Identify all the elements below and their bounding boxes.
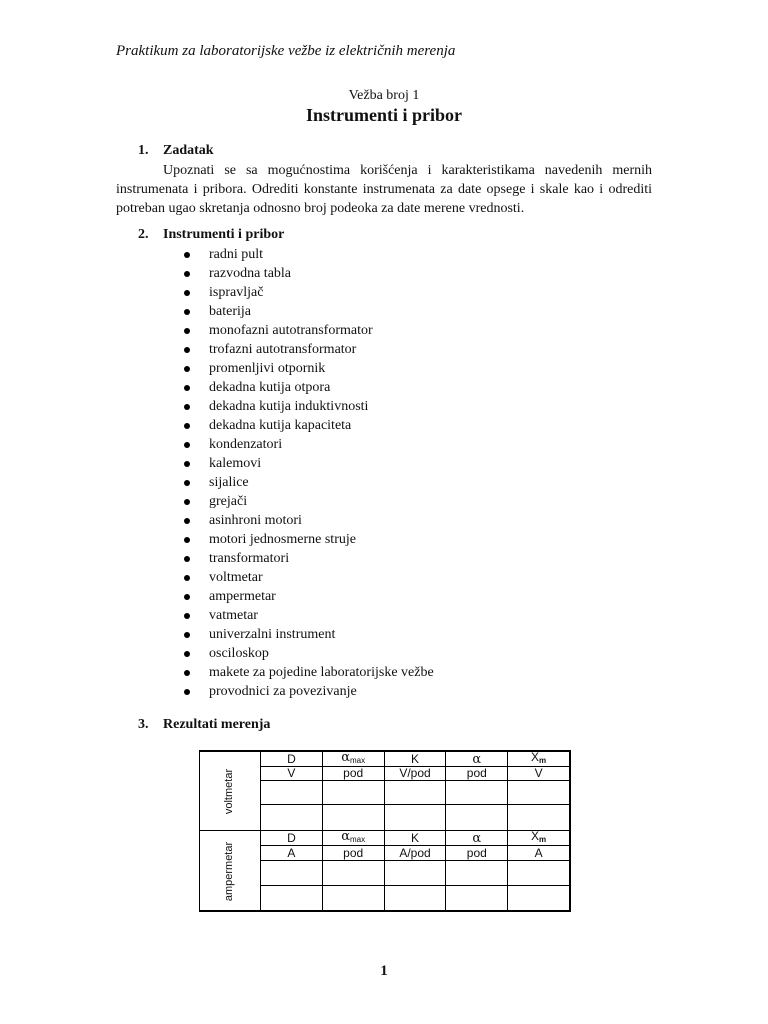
- table-cell: [322, 886, 384, 911]
- list-item: osciloskop: [180, 644, 434, 663]
- table-cell: [446, 861, 508, 886]
- bullet-icon: [184, 252, 190, 258]
- table-cell: [261, 861, 323, 886]
- table-cell: [384, 805, 446, 831]
- table-cell: [446, 886, 508, 911]
- bullet-icon: [184, 480, 190, 486]
- bullet-icon: [184, 328, 190, 334]
- table-cell: pod: [446, 846, 508, 861]
- list-item: kalemovi: [180, 454, 434, 473]
- bullet-icon: [184, 385, 190, 391]
- list-item: makete za pojedine laboratorijske vežbe: [180, 663, 434, 682]
- section-1-title: Zadatak: [163, 143, 214, 158]
- section-3-number: 3.: [138, 717, 149, 732]
- table-cell: $\alpha_{max}$: [322, 831, 384, 846]
- section-3-heading: [138, 717, 270, 733]
- table-cell: [508, 886, 570, 911]
- results-table: [199, 750, 571, 912]
- bullet-icon: [184, 537, 190, 543]
- table-cell: K: [384, 831, 446, 846]
- list-item: asinhroni motori: [180, 511, 434, 530]
- list-item: ampermetar: [180, 587, 434, 606]
- table-cell: $\alpha_{max}$: [322, 752, 384, 767]
- group-label-cell: [200, 752, 261, 831]
- table-cell: [508, 781, 570, 805]
- page-number: 1: [380, 963, 388, 979]
- list-item: baterija: [180, 302, 434, 321]
- bullet-icon: [184, 613, 190, 619]
- bullet-icon: [184, 651, 190, 657]
- list-item: provodnici za povezivanje: [180, 682, 434, 701]
- table-cell: α: [446, 831, 508, 846]
- table-cell: A: [261, 846, 323, 861]
- bullet-icon: [184, 290, 190, 296]
- list-item: vatmetar: [180, 606, 434, 625]
- section-3-title: Rezultati merenja: [163, 717, 271, 732]
- table-cell: [384, 886, 446, 911]
- table-cell: V: [508, 767, 570, 781]
- table-cell: [508, 861, 570, 886]
- list-item: razvodna tabla: [180, 264, 434, 283]
- page-header: Praktikum za laboratorijske vežbe iz električnih merenja: [116, 43, 456, 59]
- table-cell: A/pod: [384, 846, 446, 861]
- section-1-heading: [138, 143, 214, 159]
- equipment-list: [180, 245, 434, 701]
- bullet-icon: [184, 518, 190, 524]
- table-row: [200, 831, 570, 846]
- table-cell: [384, 781, 446, 805]
- list-item: voltmetar: [180, 568, 434, 587]
- list-item: dekadna kutija otpora: [180, 378, 434, 397]
- bullet-icon: [184, 499, 190, 505]
- list-item: trofazni autotransformator: [180, 340, 434, 359]
- table-cell: [508, 805, 570, 831]
- table-cell: K: [384, 752, 446, 767]
- table-cell: [261, 781, 323, 805]
- bullet-icon: [184, 423, 190, 429]
- exercise-number: Vežba broj 1: [348, 88, 420, 103]
- bullet-icon: [184, 271, 190, 277]
- table-cell: V: [261, 767, 323, 781]
- table-cell: Xm: [508, 752, 570, 767]
- table-cell: [261, 886, 323, 911]
- ampermetar-label: ampermetar: [223, 841, 236, 901]
- table-cell: [322, 861, 384, 886]
- table-cell: A: [508, 846, 570, 861]
- list-item: radni pult: [180, 245, 434, 264]
- table-cell: [384, 861, 446, 886]
- list-item: dekadna kutija induktivnosti: [180, 397, 434, 416]
- page-title: Instrumenti i pribor: [305, 105, 462, 125]
- bullet-icon: [184, 347, 190, 353]
- list-item: motori jednosmerne struje: [180, 530, 434, 549]
- bullet-icon: [184, 366, 190, 372]
- list-item: univerzalni instrument: [180, 625, 434, 644]
- table-cell: [322, 781, 384, 805]
- section-1-number: 1.: [138, 143, 149, 158]
- list-item: sijalice: [180, 473, 434, 492]
- bullet-icon: [184, 309, 190, 315]
- table-cell: pod: [322, 846, 384, 861]
- table-cell: Xm: [508, 831, 570, 846]
- table-cell: D: [261, 831, 323, 846]
- table-cell: pod: [322, 767, 384, 781]
- group-label-cell: [200, 831, 261, 911]
- list-item: grejači: [180, 492, 434, 511]
- list-item: promenljivi otpornik: [180, 359, 434, 378]
- table-row: [200, 752, 570, 767]
- bullet-icon: [184, 556, 190, 562]
- bullet-icon: [184, 594, 190, 600]
- bullet-icon: [184, 461, 190, 467]
- list-item: kondenzatori: [180, 435, 434, 454]
- voltmetar-label: voltmetar: [223, 768, 236, 815]
- table-cell: [446, 805, 508, 831]
- bullet-icon: [184, 632, 190, 638]
- bullet-icon: [184, 442, 190, 448]
- list-item: dekadna kutija kapaciteta: [180, 416, 434, 435]
- table-cell: D: [261, 752, 323, 767]
- table-cell: pod: [446, 767, 508, 781]
- bullet-icon: [184, 404, 190, 410]
- list-item: monofazni autotransformator: [180, 321, 434, 340]
- bullet-icon: [184, 670, 190, 676]
- list-item: ispravljač: [180, 283, 434, 302]
- section-2-number: 2.: [138, 227, 149, 242]
- table-cell: [261, 805, 323, 831]
- bullet-icon: [184, 575, 190, 581]
- section-2-title: Instrumenti i pribor: [163, 227, 285, 242]
- bullet-icon: [184, 689, 190, 695]
- table-cell: [446, 781, 508, 805]
- task-description: Upoznati se sa mogućnostima korišćenja i karakteristikama navedenih mernih instrumenata i pribora. Odrediti konstante instrumenata za date opsege i skale kao i odrediti potreban ugao skretanja odnosno broj podeoka za date merene vrednosti.: [116, 163, 652, 216]
- list-item: transformatori: [180, 549, 434, 568]
- table-cell: α: [446, 752, 508, 767]
- section-2-heading: [138, 227, 284, 243]
- table-cell: [322, 805, 384, 831]
- table-cell: V/pod: [384, 767, 446, 781]
